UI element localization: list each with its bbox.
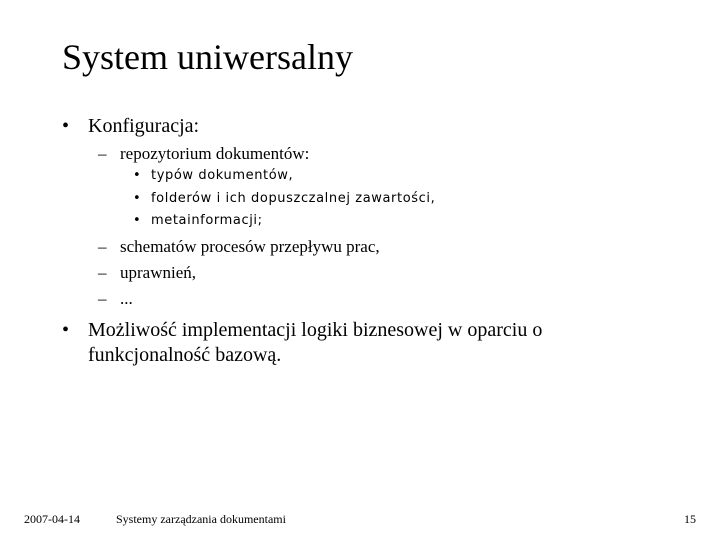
dash-mark: – [98,144,107,163]
sub-item-text: schematów procesów przepływu prac, [120,237,380,256]
sub-sub-item-text: metainformacji; [151,213,263,228]
bullet-mark: • [133,168,142,183]
sub-sub-item-text: folderów i ich dopuszczalnej zawartości, [151,191,436,206]
dash-mark: – [98,289,107,308]
footer-title: Systemy zarządzania dokumentami [116,512,286,526]
bullet-configuration-text: Konfiguracja: [88,115,200,137]
dash-mark: – [98,237,107,256]
dash-mark: – [98,263,107,282]
slide-title: System uniwersalny [62,37,353,77]
bullet-business-logic-line2: funkcjonalność bazową. [88,344,282,366]
bullet-mark: • [133,213,142,228]
bullet-business-logic-line1: Możliwość implementacji logiki biznesowej w oparciu o [88,319,543,341]
sub-item-text: ... [120,289,133,308]
sub-item-repository-text: repozytorium dokumentów: [120,144,310,163]
bullet-mark: • [62,319,70,341]
sub-item-text: uprawnień, [120,263,197,282]
footer-page-number: 15 [684,512,696,526]
bullet-mark: • [133,191,142,206]
bullet-mark: • [62,115,70,137]
sub-sub-item-text: typów dokumentów, [151,168,294,183]
footer-date: 2007-04-14 [24,512,80,526]
